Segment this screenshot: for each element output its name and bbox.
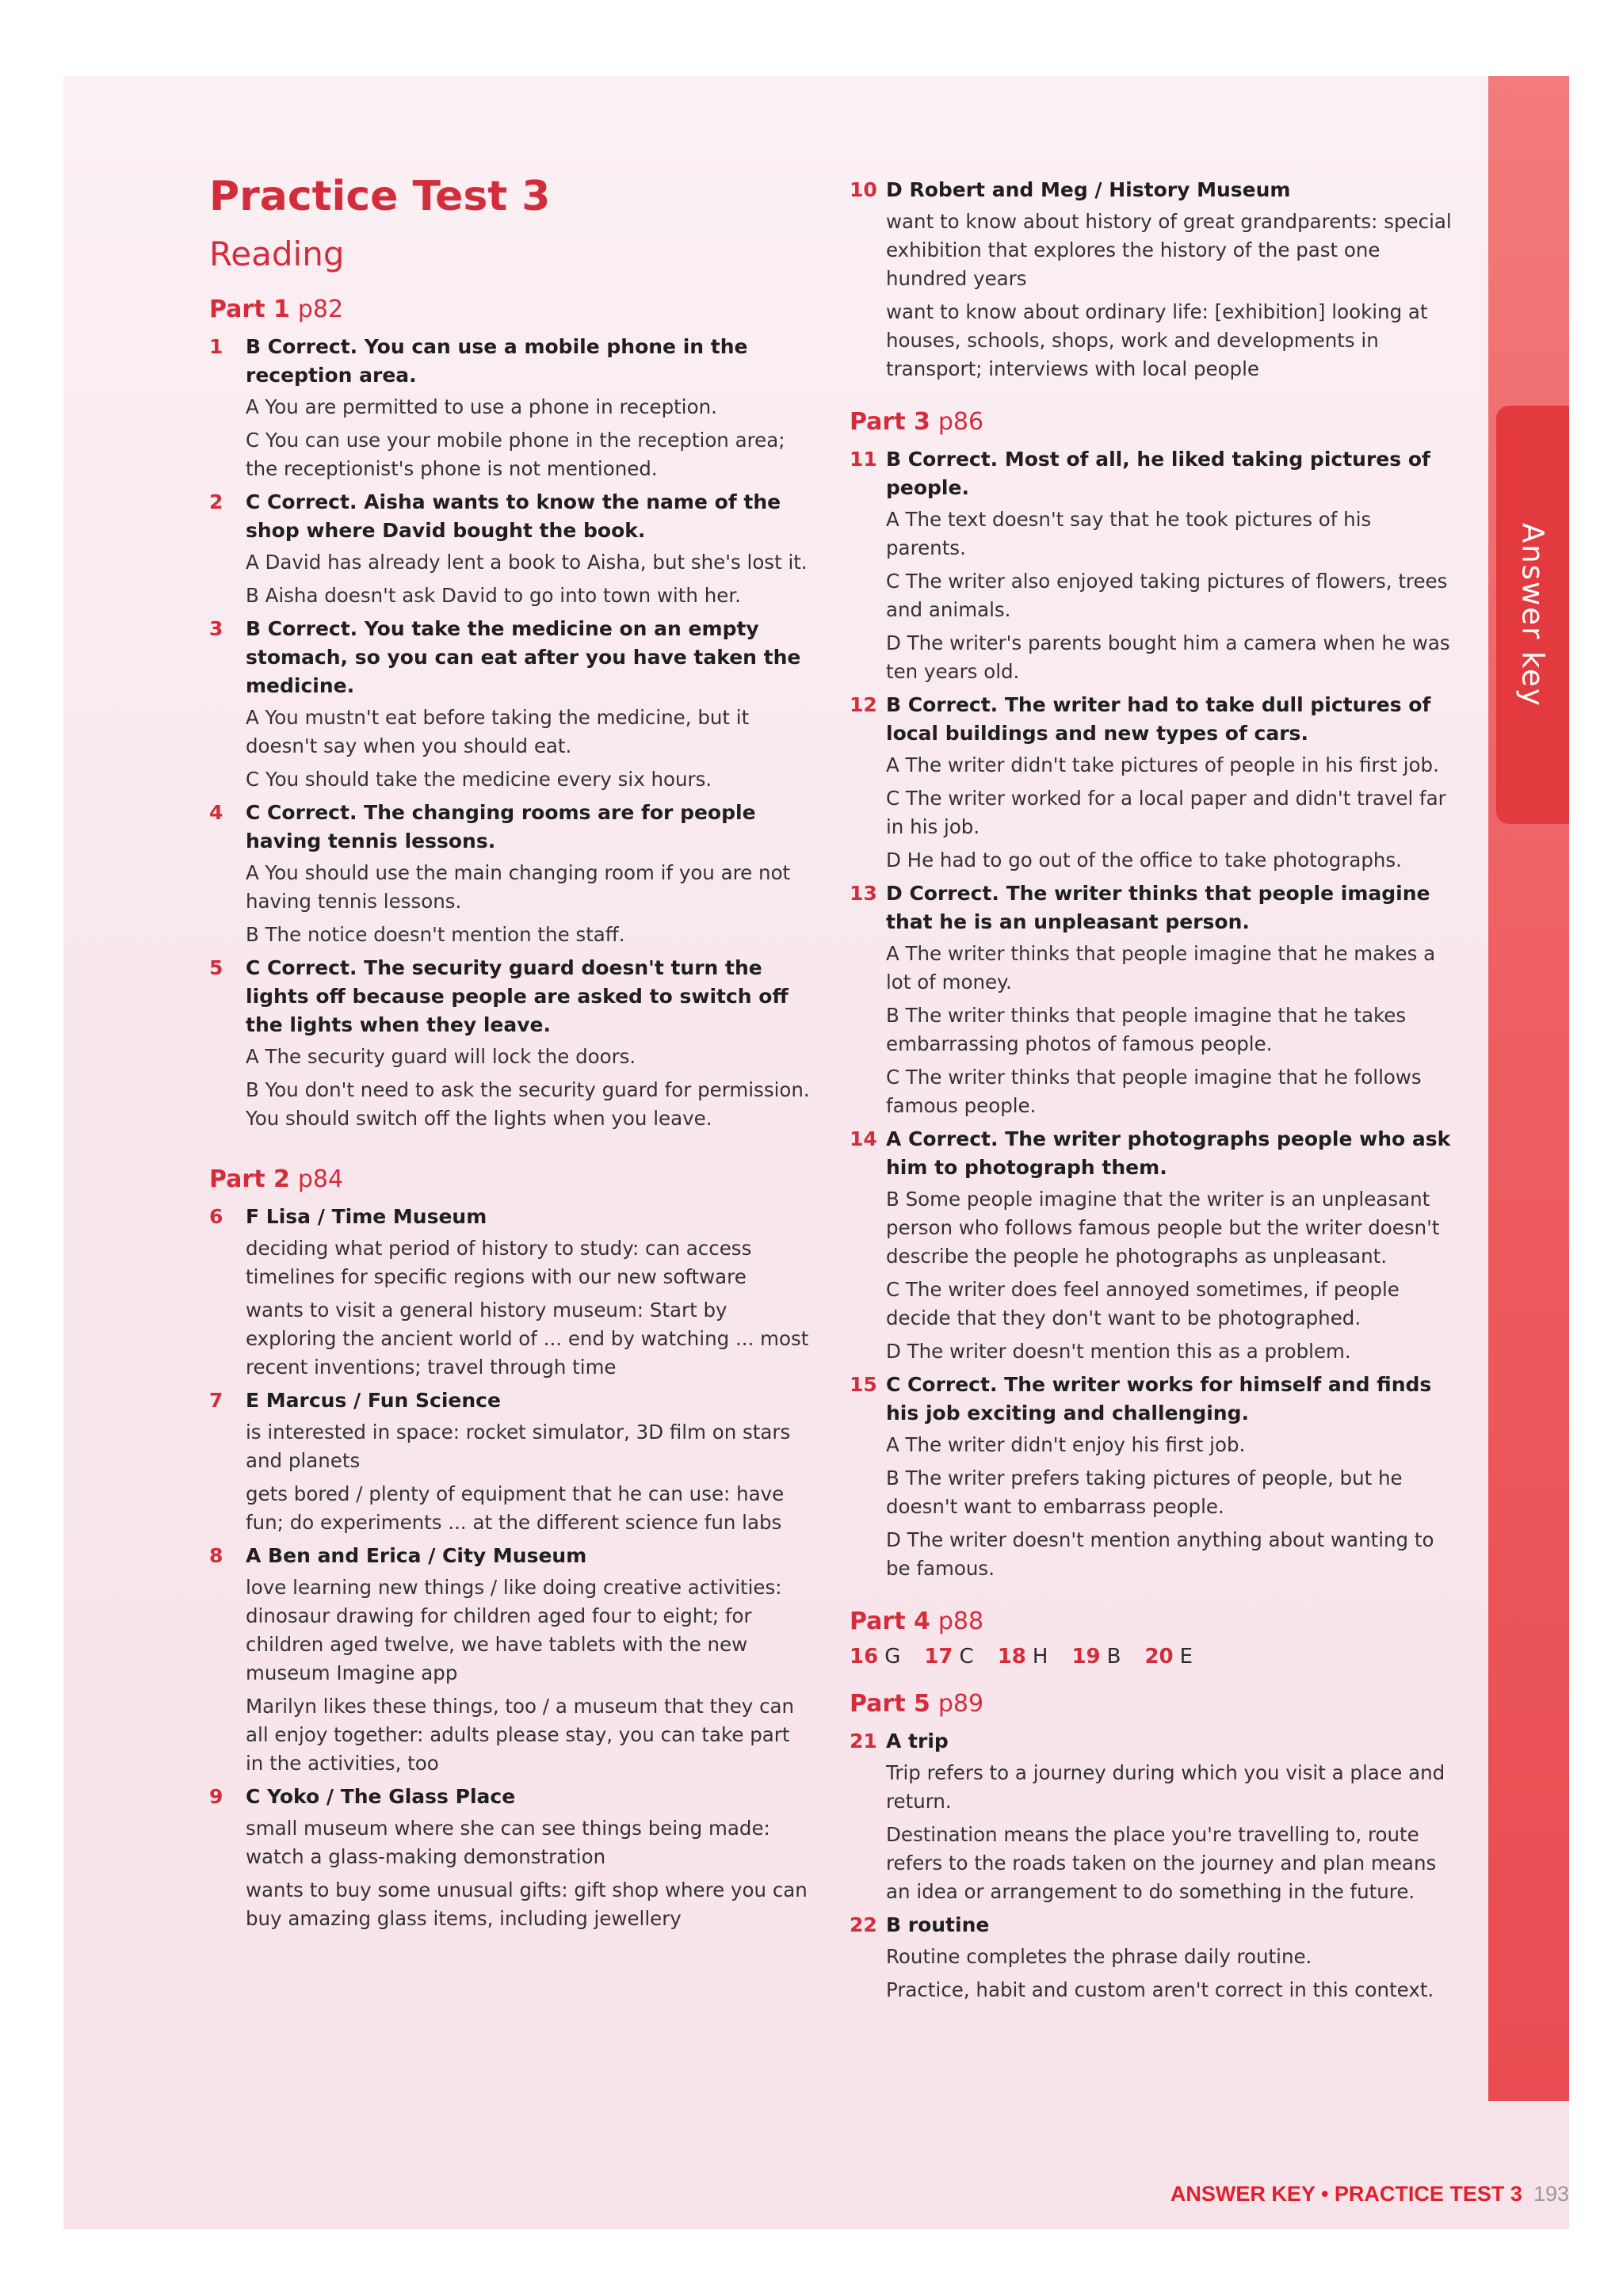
item-explanation: C You should take the medicine every six hours. (246, 768, 712, 791)
item-answer: C Correct. The writer works for himself and finds his job exciting and challenging. (886, 1373, 1432, 1425)
part-4-number: 20 (1144, 1645, 1174, 1669)
item-number: 21 (850, 1730, 877, 1753)
answer-item (209, 333, 812, 483)
item-answer: C Correct. The security guard doesn't turn the lights off because people are asked to switch off the lights when they leave. (246, 956, 789, 1036)
item-explanation: C The writer worked for a local paper and didn't travel far in his job. (886, 787, 1446, 838)
part-4-answer (850, 1645, 900, 1669)
item-number: 9 (209, 1785, 223, 1808)
item-explanation: wants to buy some unusual gifts: gift shop where you can buy amazing glass items, including jewellery (246, 1878, 808, 1930)
item-answer: E Marcus / Fun Science (246, 1389, 501, 1412)
item-explanation: want to know about history of great grandparents: special exhibition that explores the history of the past one hundred years (886, 210, 1452, 290)
answer-item (850, 879, 1452, 1120)
answer-item (209, 799, 812, 949)
item-explanation: C You can use your mobile phone in the reception area; the receptionist's phone is not mentioned. (246, 429, 785, 480)
answer-item (850, 1727, 1452, 1906)
item-number: 8 (209, 1544, 223, 1567)
item-explanation: A You should use the main changing room if you are not having tennis lessons. (246, 861, 791, 913)
item-number: 22 (850, 1913, 877, 1936)
page-number: 193 (1533, 2182, 1569, 2206)
part-4-letter: H (1032, 1645, 1048, 1669)
answer-item (850, 445, 1452, 686)
item-explanation: A You are permitted to use a phone in reception. (246, 395, 717, 418)
item-explanation: B The writer thinks that people imagine that he takes embarrassing photos of famous people. (886, 1004, 1407, 1055)
item-number: 3 (209, 617, 223, 640)
item-explanation: B Some people imagine that the writer is an unpleasant person who follows famous people but the writer doesn't describe the people he photographs as unpleasant. (886, 1188, 1440, 1268)
item-explanation: want to know about ordinary life: [exhibition] looking at houses, schools, shops, work and developments in transport; interviews with local people (886, 300, 1428, 380)
part-4-letter: E (1179, 1645, 1193, 1669)
answer-item (209, 1203, 812, 1382)
item-number: 11 (850, 448, 877, 471)
item-explanation: A The writer didn't enjoy his first job. (886, 1433, 1246, 1456)
item-answer: C Yoko / The Glass Place (246, 1785, 516, 1808)
part-4-letter: G (884, 1645, 901, 1669)
item-explanation: Marilyn likes these things, too / a museum that they can all enjoy together: adults please stay, you can take part in the activities, too (246, 1695, 795, 1775)
answer-item (209, 1783, 812, 1933)
answer-item (850, 176, 1452, 383)
answer-key-tab-label: Answer key (1515, 522, 1550, 707)
item-explanation: love learning new things / like doing creative activities: dinosaur drawing for children aged four to eight; for children aged twelve, we have tablets with the new museum Imagine app (246, 1576, 782, 1684)
item-explanation: gets bored / plenty of equipment that he can use: have fun; do experiments ... at the different science fun labs (246, 1482, 785, 1534)
item-explanation: D The writer doesn't mention this as a problem. (886, 1340, 1351, 1363)
item-number: 7 (209, 1389, 223, 1412)
part-3-heading: Part 3 p86 (850, 408, 984, 436)
item-explanation: wants to visit a general history museum: Start by exploring the ancient world of ... end by watching ... most recent inventions; travel through time (246, 1299, 809, 1379)
part-4-answer (998, 1645, 1048, 1669)
part-4-letter: B (1106, 1645, 1121, 1669)
item-explanation: B The notice doesn't mention the staff. (246, 923, 625, 946)
item-explanation: C The writer also enjoyed taking pictures of flowers, trees and animals. (886, 570, 1448, 621)
item-explanation: A The writer didn't take pictures of people in his first job. (886, 753, 1439, 776)
item-explanation: C The writer thinks that people imagine that he follows famous people. (886, 1066, 1422, 1117)
answer-item (209, 1542, 812, 1778)
item-answer: B Correct. The writer had to take dull pictures of local buildings and new types of cars. (886, 693, 1431, 745)
item-answer: B Correct. You can use a mobile phone in the reception area. (246, 335, 748, 387)
left-column (209, 173, 812, 1938)
part-5-heading: Part 5 p89 (850, 1690, 984, 1718)
item-answer: C Correct. Aisha wants to know the name of the shop where David bought the book. (246, 490, 781, 542)
item-explanation: B The writer prefers taking pictures of people, but he doesn't want to embarrass people. (886, 1466, 1403, 1518)
item-answer: A Correct. The writer photographs people who ask him to photograph them. (886, 1127, 1451, 1179)
item-explanation: D The writer's parents bought him a camera when he was ten years old. (886, 631, 1450, 683)
right-column (850, 173, 1452, 2009)
section-title: Reading (209, 235, 345, 273)
item-number: 14 (850, 1127, 877, 1150)
item-explanation: B Aisha doesn't ask David to go into town with her. (246, 584, 741, 607)
item-explanation: Practice, habit and custom aren't correct in this context. (886, 1978, 1434, 2001)
item-explanation: A David has already lent a book to Aisha, but she's lost it. (246, 551, 808, 574)
item-explanation: D He had to go out of the office to take photographs. (886, 849, 1402, 871)
item-answer: A Ben and Erica / City Museum (246, 1544, 587, 1567)
item-explanation: Destination means the place you're travelling to, route refers to the roads taken on the journey and plan means an idea or arrangement to do something in the future. (886, 1823, 1437, 1903)
item-explanation: A You mustn't eat before taking the medicine, but it doesn't say when you should eat. (246, 706, 750, 757)
item-number: 10 (850, 178, 877, 201)
item-explanation: small museum where she can see things being made: watch a glass-making demonstration (246, 1817, 770, 1868)
answer-key-tab (1496, 406, 1569, 824)
item-number: 5 (209, 956, 223, 979)
answer-item (850, 1371, 1452, 1583)
answer-item (850, 1125, 1452, 1366)
item-answer: F Lisa / Time Museum (246, 1205, 487, 1228)
part-4-answers (850, 1645, 1452, 1669)
item-number: 13 (850, 882, 877, 905)
part-4-letter: C (959, 1645, 974, 1669)
item-explanation: A The security guard will lock the doors. (246, 1045, 636, 1068)
item-explanation: is interested in space: rocket simulator, 3D film on stars and planets (246, 1421, 791, 1472)
answer-item (209, 488, 812, 610)
item-explanation: Trip refers to a journey during which you visit a place and return. (886, 1761, 1445, 1813)
item-answer: B routine (886, 1913, 990, 1936)
item-explanation: C The writer does feel annoyed sometimes, if people decide that they don't want to be photographed. (886, 1278, 1400, 1329)
part-1-heading: Part 1 p82 (209, 296, 344, 323)
item-explanation: A The text doesn't say that he took pictures of his parents. (886, 508, 1372, 559)
item-answer: A trip (886, 1730, 949, 1753)
item-answer: C Correct. The changing rooms are for people having tennis lessons. (246, 801, 756, 852)
answer-item (209, 1386, 812, 1537)
item-answer: B Correct. You take the medicine on an empty stomach, so you can eat after you have taken the medicine. (246, 617, 801, 697)
item-number: 1 (209, 335, 223, 358)
item-number: 4 (209, 801, 223, 824)
item-number: 2 (209, 490, 223, 513)
part-4-answer (1144, 1645, 1193, 1669)
item-explanation: B You don't need to ask the security guard for permission. You should switch off the lights when you leave. (246, 1078, 810, 1130)
answer-item (209, 615, 812, 794)
item-number: 15 (850, 1373, 877, 1396)
footer-label: ANSWER KEY • PRACTICE TEST 3 (1170, 2182, 1522, 2206)
item-explanation: deciding what period of history to study: can access timelines for specific regions with our new software (246, 1237, 752, 1288)
page-footer (1170, 2182, 1569, 2206)
part-4-answer (1071, 1645, 1121, 1669)
answer-item (850, 1911, 1452, 2004)
part-4-number: 17 (924, 1645, 953, 1669)
answer-item (209, 954, 812, 1133)
item-explanation: Routine completes the phrase daily routine. (886, 1945, 1312, 1968)
item-number: 12 (850, 693, 877, 716)
item-number: 6 (209, 1205, 223, 1228)
part-4-number: 19 (1071, 1645, 1101, 1669)
item-explanation: A The writer thinks that people imagine that he makes a lot of money. (886, 942, 1436, 994)
answer-item (850, 691, 1452, 875)
item-answer: B Correct. Most of all, he liked taking pictures of people. (886, 448, 1430, 499)
item-explanation: D The writer doesn't mention anything about wanting to be famous. (886, 1528, 1434, 1580)
part-2-heading: Part 2 p84 (209, 1165, 344, 1193)
part-4-number: 18 (997, 1645, 1026, 1669)
item-answer: D Correct. The writer thinks that people imagine that he is an unpleasant person. (886, 882, 1430, 933)
side-color-band (1488, 76, 1569, 2101)
part-4-heading: Part 4 p88 (850, 1608, 984, 1635)
part-4-number: 16 (850, 1645, 879, 1669)
page-title: Practice Test 3 (209, 173, 551, 220)
item-answer: D Robert and Meg / History Museum (886, 178, 1291, 201)
part-4-answer (924, 1645, 973, 1669)
